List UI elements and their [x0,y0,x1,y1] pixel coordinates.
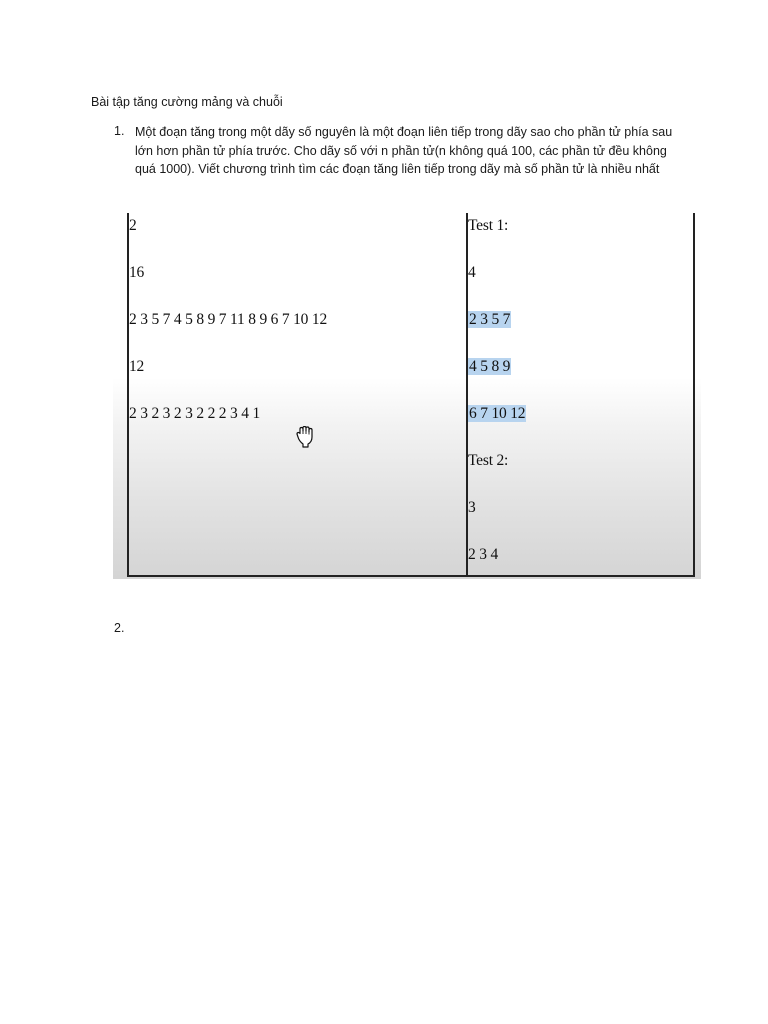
hand-grab-icon [296,426,316,448]
highlighted-text: 2 3 5 7 [469,311,511,328]
input-line: 2 3 5 7 4 5 8 9 7 11 8 9 6 7 10 12 [129,311,327,328]
table-right-border [693,213,695,577]
output-line: 2 3 4 [468,546,499,563]
output-line: 3 [468,499,476,516]
output-line-highlighted [468,358,511,376]
highlighted-text: 4 5 8 9 [469,358,511,375]
output-line-highlighted [468,405,526,423]
list-item-number-2: 2. [114,621,125,635]
output-line: Test 2: [468,452,509,469]
input-line: 2 3 2 3 2 3 2 2 2 3 4 1 [129,405,261,422]
output-line: 4 [468,264,476,281]
document-title: Bài tập tăng cường mảng và chuỗi [91,95,283,109]
input-line: 12 [129,358,145,375]
input-line: 16 [129,264,145,281]
output-line-highlighted [468,311,511,329]
example-io-image [113,213,701,579]
input-line: 2 [129,217,137,234]
output-line: Test 1: [468,217,509,234]
list-item-text-1: Một đoạn tăng trong một dãy số nguyên là một đoạn liên tiếp trong dãy sao cho phần tử phía sau lớn hơn phần tử phía trước. Cho dãy số với n phần tử(n không quá 100, các phần tử đều không quá 1000). Viết chương trình tìm các đoạn tăng liên tiếp trong dãy mà số phần tử là nhiều nhất [135,125,673,176]
table-bottom-border [127,575,695,577]
list-item-number-1: 1. [114,124,125,138]
highlighted-text: 6 7 10 12 [469,405,526,422]
